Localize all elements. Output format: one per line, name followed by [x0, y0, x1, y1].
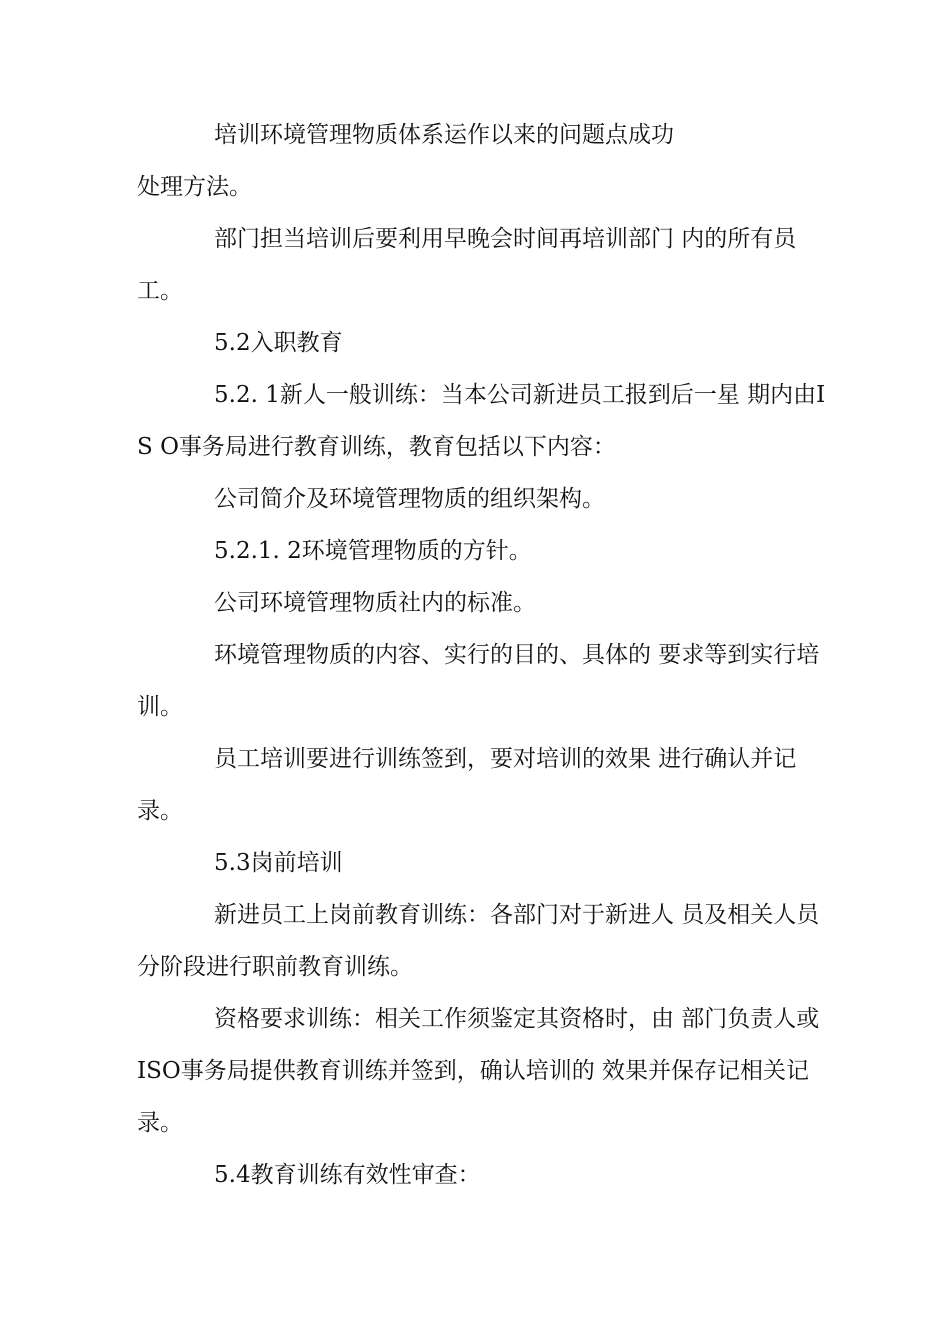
list-item-content-purpose: 环境管理物质的内容、实行的目的、具体的 要求等到实行培训。 [137, 642, 820, 720]
paragraph-training-signin: 员工培训要进行训练签到，要对培训的效果 进行确认并记录。 [137, 746, 797, 824]
list-item-company-intro: 公司简介及环境管理物质的组织架构。 [214, 486, 605, 512]
paragraph-department-training: 部门担当培训后要利用早晚会时间再培训部门 内的所有员工。 [137, 226, 797, 304]
heading-5-4-effectiveness-review: 5.4教育训练有效性审查： [214, 1162, 481, 1188]
paragraph-problem-handling: 培训环境管理物质体系运作以来的问题点成功 处理方法。 [137, 122, 674, 200]
heading-5-3-pre-job-training: 5.3岗前培训 [214, 850, 343, 876]
paragraph-pre-job-education: 新进员工上岗前教育训练：各部门对于新进人 员及相关人员分阶段进行职前教育训练。 [137, 902, 820, 980]
heading-5-2-onboarding: 5.2入职教育 [214, 330, 343, 356]
document-body [137, 109, 827, 1201]
list-item-5-2-1-2-policy: 5.2.1. 2环境管理物质的方针。 [214, 538, 532, 564]
list-item-internal-standards: 公司环境管理物质社内的标准。 [214, 590, 536, 616]
paragraph-5-2-1-new-hire-training: 5.2. 1新人一般训练：当本公司新进员工报到后一星 期内由IS O事务局进行教育训练，教育包括以下内容： [137, 382, 826, 460]
paragraph-qualification-training: 资格要求训练：相关工作须鉴定其资格时，由 部门负责人或ISO事务局提供教育训练并签到，确认培训的 效果并保存记相关记录。 [137, 1006, 820, 1136]
